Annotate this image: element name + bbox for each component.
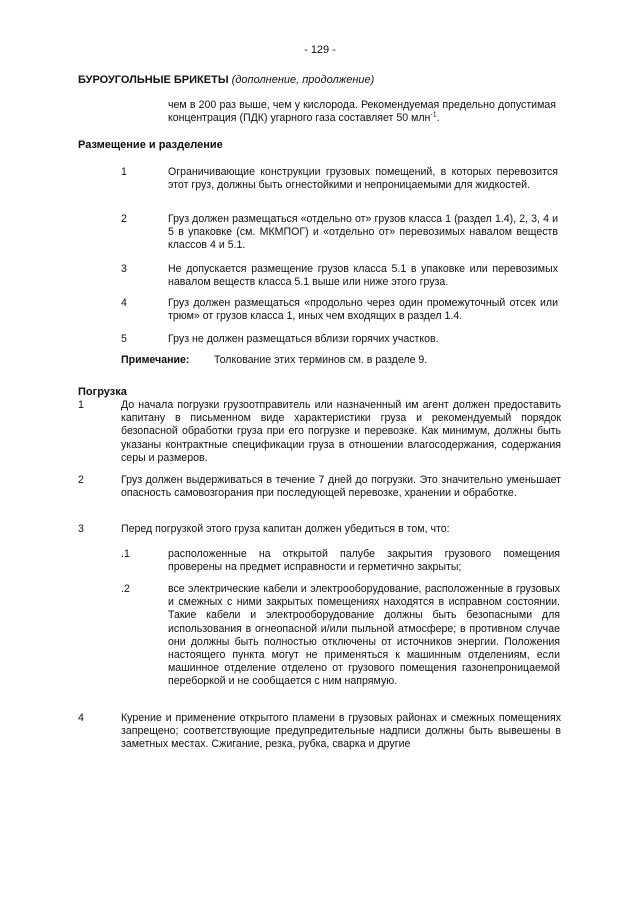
document-title (78, 74, 374, 87)
loading-item-text: Перед погрузкой этого груза капитан должен убедиться в том, что: (121, 523, 450, 535)
continuation-paragraph (168, 99, 556, 125)
placement-item-text: Груз должен размещаться «продольно через один промежуточный отсек или трюм» от грузов класса 1, иных чем входящих в раздел 1.4. (168, 297, 558, 323)
loading-item-number: 3 (78, 523, 84, 535)
placement-item-number: 1 (121, 166, 127, 178)
page-number: - 129 - (304, 44, 336, 56)
loading-subitem-number: .1 (121, 548, 130, 560)
placement-item-text: Ограничивающие конструкции грузовых помещений, в которых перевозится этот груз, должны быть огнестойкими и непроницаемыми для жидкостей. (168, 166, 558, 192)
title-italic: (дополнение, продолжение) (231, 74, 375, 86)
placement-item-number: 4 (121, 297, 127, 309)
section-heading-placement: Размещение и разделение (78, 139, 223, 151)
section-heading-loading: Погрузка (78, 386, 127, 398)
note-text: Толкование этих терминов см. в разделе 9. (214, 354, 428, 366)
note-label: Примечание: (121, 354, 190, 366)
loading-subitem-text: все электрические кабели и электрооборудование, расположенные в грузовых и смежных с ними закрытых помещениях находятся в исправном состоянии. Такие кабели и электрооборудование должны быть безопасными для использования в огнеопасной и/или пыльной атмосфере; в противном случае они должны быть полностью отключены от источников энергии. Положения настоящего пункта могут не применяться к машинным отделениям, если машинное отделение отделено от грузового помещения газонепроницаемой переборкой и не сообщается с ним напрямую. (168, 583, 560, 688)
placement-item-number: 5 (121, 333, 127, 345)
loading-item-number: 1 (78, 399, 84, 411)
placement-item-text: Не допускается размещение грузов класса 5.1 в упаковке или перевозимых навалом веществ класса 5.1 выше или ниже этого груза. (168, 263, 558, 289)
loading-item-text: Курение и применение открытого пламени в грузовых районах и смежных помещениях запрещено; соответствующие предупредительные надписи должны быть вывешены в заметных местах. Сжигание, резка, рубка, сварка и другие (121, 712, 561, 751)
continuation-superscript: -1 (430, 111, 437, 119)
continuation-end: . (436, 112, 440, 125)
continuation-text: чем в 200 раз выше, чем у кислорода. Рекомендуемая предельно допустимая концентрация (ПДК) угарного газа составляет 50 млн (168, 99, 556, 125)
loading-item-text: Груз должен выдерживаться в течение 7 дней до погрузки. Это значительно уменьшает опасность самовозгорания при последующей перевозке, хранении и обработке. (121, 474, 561, 500)
loading-item-number: 2 (78, 474, 84, 486)
loading-subitem-text: расположенные на открытой палубе закрытия грузового помещения проверены на предмет исправности и герметично закрыты; (168, 548, 560, 574)
placement-item-text: Груз должен размещаться «отдельно от» грузов класса 1 (раздел 1.4), 2, 3, 4 и 5 в упаковке (см. МКМПОГ) и «отдельно от» перевозимых навалом веществ классов 4 и 5.1. (168, 213, 558, 252)
placement-item-text: Груз не должен размещаться вблизи горячих участков. (168, 333, 439, 345)
placement-item-number: 3 (121, 263, 127, 275)
loading-item-text: До начала погрузки грузоотправитель или назначенный им агент должен предоставить капитану в письменном виде характеристики груза и рекомендуемый порядок безопасной обработки груза при его погрузке и перевозке. Как минимум, должны быть указаны контрактные спецификации груза в отношении влагосодержания, содержания серы и размеров. (121, 399, 561, 464)
title-bold: БУРОУГОЛЬНЫЕ БРИКЕТЫ (78, 74, 229, 86)
loading-subitem-number: .2 (121, 583, 130, 595)
loading-item-number: 4 (78, 712, 84, 724)
placement-item-number: 2 (121, 213, 127, 225)
